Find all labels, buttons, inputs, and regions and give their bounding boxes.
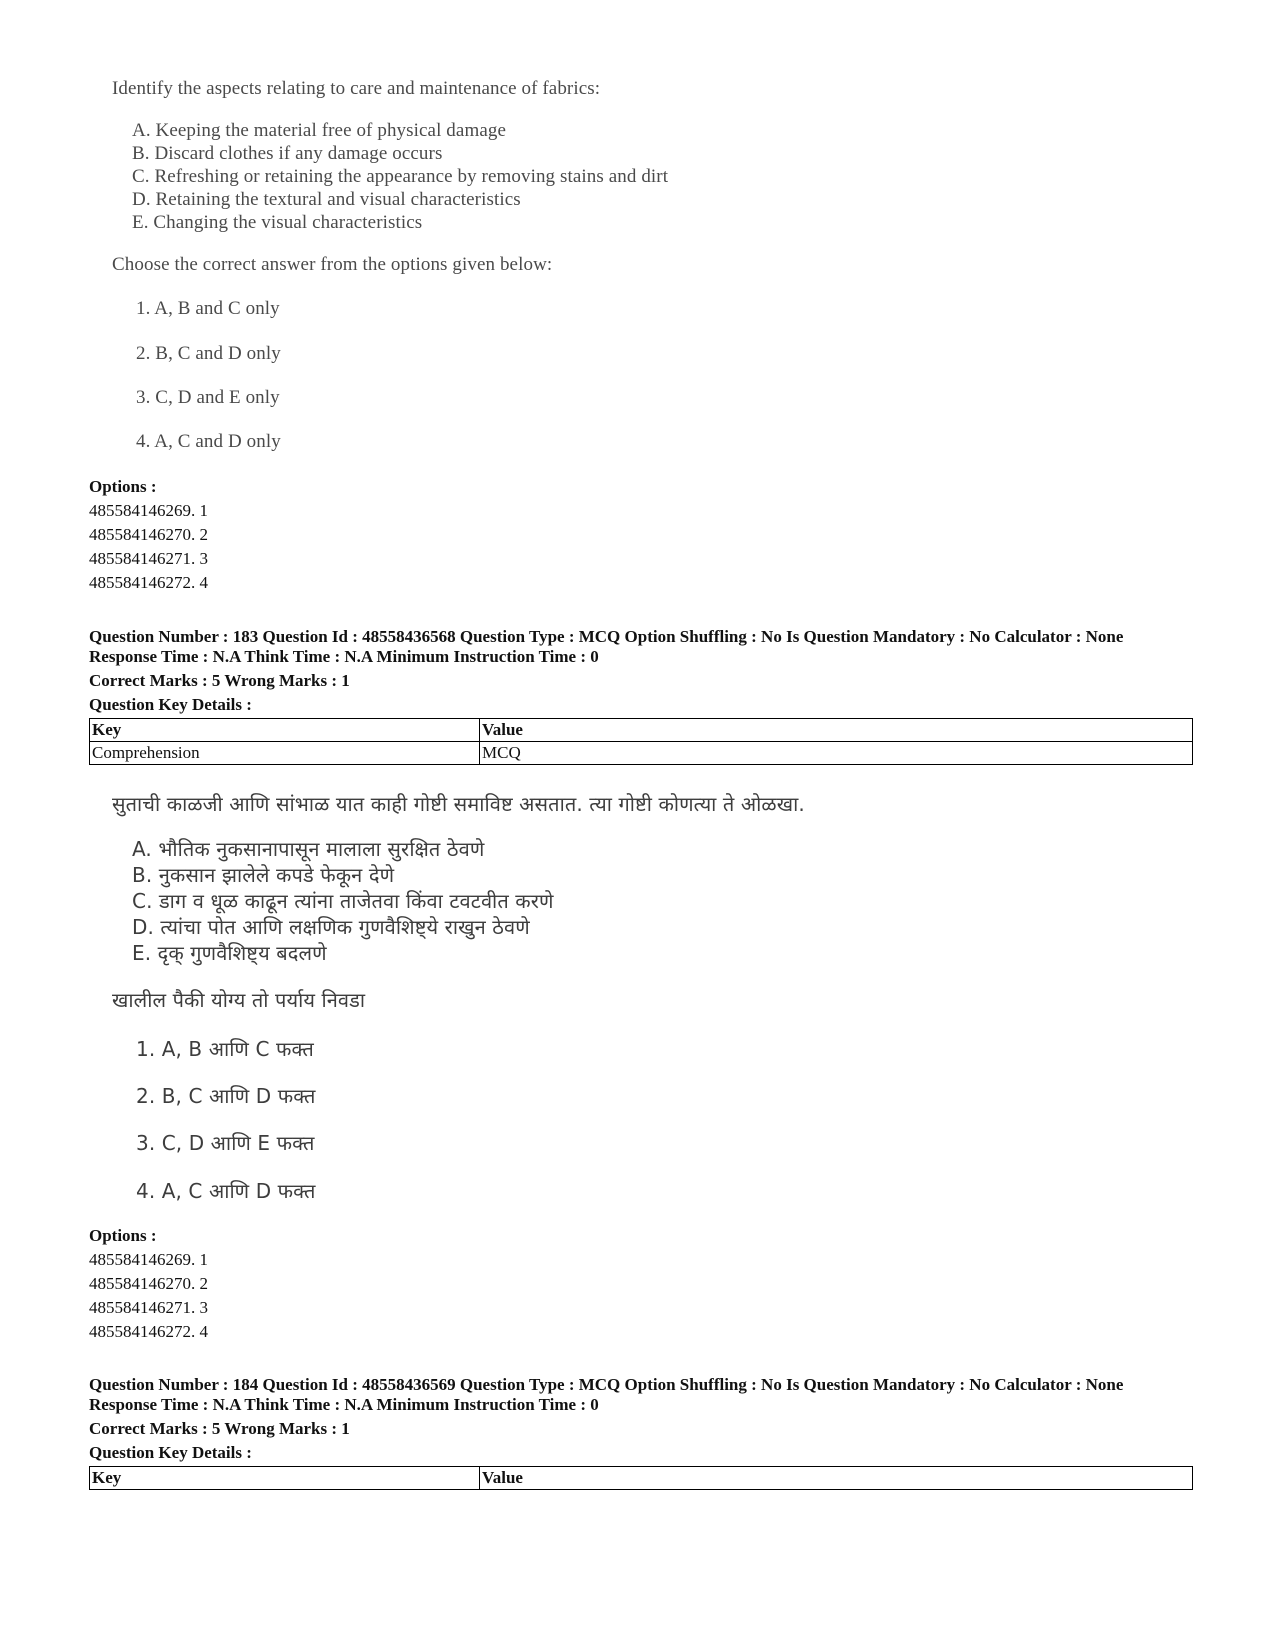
header-value: Value — [480, 719, 1193, 742]
key-details-table — [89, 1466, 1193, 1490]
answer-option-1: 1. A, B आणि C फक्त — [136, 1037, 314, 1061]
answer-option-4: 4. A, C आणि D फक्त — [136, 1179, 316, 1203]
question-meta: Question Number : 183 Question Id : 48558436568 Question Type : MCQ Option Shuffling : No Is Question Mandatory : No Calculator : None Response Time : N.A Think Time : N.A Minimum Instruction Time : 0 — [89, 627, 1124, 666]
header-key: Key — [90, 719, 480, 742]
statement-b: B. नुकसान झालेले कपडे फेकून देणे — [132, 863, 395, 887]
statement-d: D. Retaining the textural and visual characteristics — [132, 189, 521, 210]
option-id-1: 485584146269. 1 — [89, 501, 208, 520]
statement-b: B. Discard clothes if any damage occurs — [132, 143, 443, 164]
header-key: Key — [90, 1467, 480, 1490]
question-stem: Identify the aspects relating to care and maintenance of fabrics: — [112, 78, 601, 99]
choose-instruction: Choose the correct answer from the options given below: — [112, 254, 553, 275]
option-id-1: 485584146269. 1 — [89, 1250, 208, 1269]
options-label: Options : — [89, 1226, 157, 1245]
key-details-table — [89, 718, 1193, 765]
option-id-3: 485584146271. 3 — [89, 549, 208, 568]
answer-option-3: 3. C, D and E only — [136, 387, 280, 408]
question-meta: Question Number : 184 Question Id : 48558436569 Question Type : MCQ Option Shuffling : No Is Question Mandatory : No Calculator : None Response Time : N.A Think Time : N.A Minimum Instruction Time : 0 — [89, 1375, 1124, 1414]
option-id-2: 485584146270. 2 — [89, 525, 208, 544]
statement-c: C. डाग व धूळ काढून त्यांना ताजेतवा किंवा टवटवीत करणे — [132, 889, 554, 913]
key-details-label: Question Key Details : — [89, 695, 252, 714]
option-id-4: 485584146272. 4 — [89, 573, 208, 592]
header-value: Value — [480, 1467, 1193, 1490]
answer-option-2: 2. B, C and D only — [136, 343, 281, 364]
statement-c: C. Refreshing or retaining the appearance by removing stains and dirt — [132, 166, 669, 187]
marks-line: Correct Marks : 5 Wrong Marks : 1 — [89, 671, 350, 690]
marks-line: Correct Marks : 5 Wrong Marks : 1 — [89, 1419, 350, 1438]
statement-a: A. Keeping the material free of physical damage — [132, 120, 506, 141]
options-label: Options : — [89, 477, 157, 496]
option-id-2: 485584146270. 2 — [89, 1274, 208, 1293]
statement-e: E. दृक् गुणवैशिष्ट्य बदलणे — [132, 941, 327, 965]
statement-d: D. त्यांचा पोत आणि लक्षणिक गुणवैशिष्ट्ये राखुन ठेवणे — [132, 915, 530, 939]
statement-e: E. Changing the visual characteristics — [132, 212, 423, 233]
cell-key: Comprehension — [90, 742, 480, 765]
key-details-label: Question Key Details : — [89, 1443, 252, 1462]
question-stem: सुताची काळजी आणि सांभाळ यात काही गोष्टी समाविष्ट असतात. त्या गोष्टी कोणत्या ते ओळखा. — [112, 792, 805, 816]
answer-option-1: 1. A, B and C only — [136, 298, 280, 319]
answer-option-4: 4. A, C and D only — [136, 431, 281, 452]
statement-a: A. भौतिक नुकसानापासून मालाला सुरक्षित ठेवणे — [132, 837, 485, 861]
option-id-3: 485584146271. 3 — [89, 1298, 208, 1317]
choose-instruction: खालील पैकी योग्य तो पर्याय निवडा — [112, 988, 366, 1012]
table-header-row — [90, 1467, 1193, 1490]
cell-value: MCQ — [480, 742, 1193, 765]
option-id-4: 485584146272. 4 — [89, 1322, 208, 1341]
answer-option-3: 3. C, D आणि E फक्त — [136, 1131, 315, 1155]
table-header-row — [90, 719, 1193, 742]
answer-option-2: 2. B, C आणि D फक्त — [136, 1084, 316, 1108]
table-row — [90, 742, 1193, 765]
